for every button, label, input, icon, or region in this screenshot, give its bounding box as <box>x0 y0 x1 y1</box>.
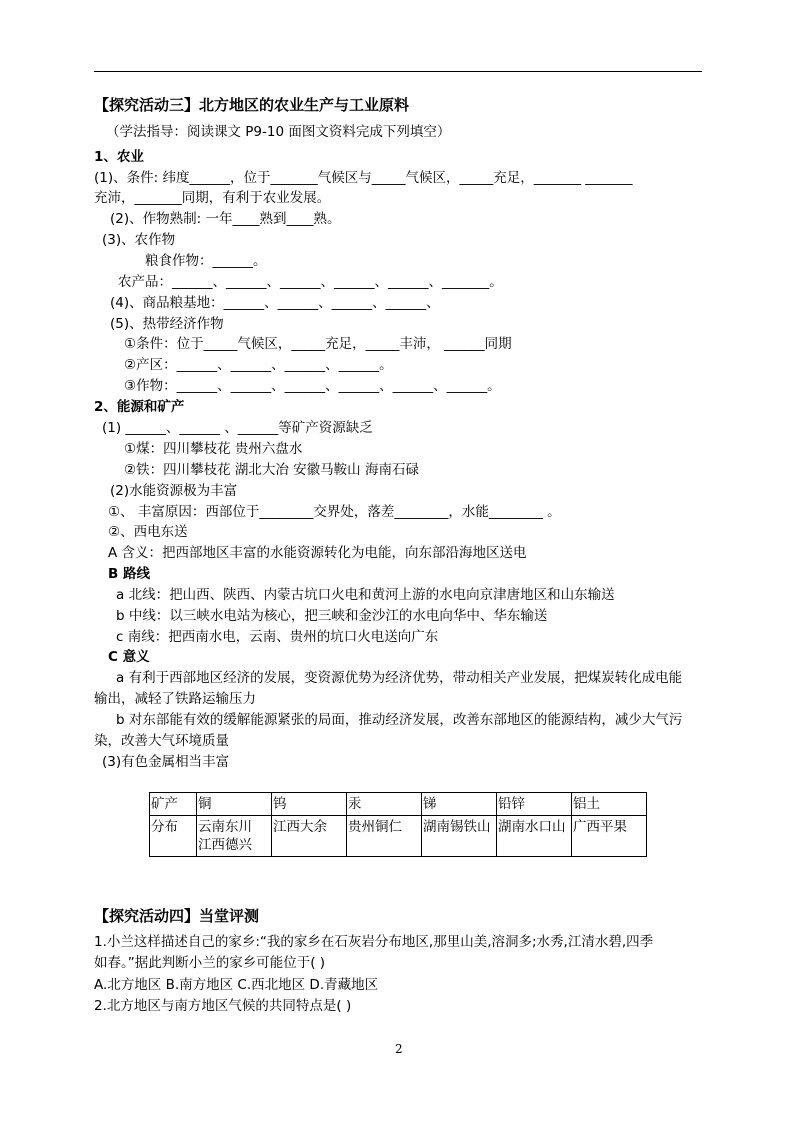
item-significance-b: b 对东部能有效的缓解能源紧张的局面，推动经济发展，改善东部地区的能源结构，减少大气污 <box>116 712 683 728</box>
section-heading-3: 【探究活动三】北方地区的农业生产与工业原料 <box>94 96 410 114</box>
section-heading-4: 【探究活动四】当堂评测 <box>94 907 260 925</box>
table-cell-line: 江西德兴 <box>198 837 252 853</box>
header-rule <box>94 71 702 72</box>
table-cell <box>572 816 647 857</box>
table-header-cell: 汞 <box>347 793 422 816</box>
table-header-cell: 矿产 <box>150 793 197 816</box>
item-middle-route: b 中线：以三峡水电站为核心，把三峡和金沙江的水电向华中、华东输送 <box>116 608 548 624</box>
table-cell-line: 湖南锡铁山 <box>423 819 491 835</box>
table-header-row <box>150 793 647 816</box>
question-2: 2.北方地区与南方地区气候的共同特点是( ) <box>94 998 352 1014</box>
table-row <box>150 816 647 857</box>
item-significance-a-cont: 输出，减轻了铁路运输压力 <box>94 691 256 707</box>
page-number: 2 <box>395 1042 403 1056</box>
item-lacking-minerals: (1) ______、______ 、______等矿产资源缺乏 <box>102 420 373 436</box>
item-coal: ①煤：四川攀枝花 贵州六盘水 <box>124 441 303 457</box>
table-cell-line: 湖南水口山 <box>498 819 566 835</box>
item-agriculture: 1、农业 <box>94 149 144 165</box>
item-tropical-conditions: ①条件：位于_____气候区，_____充足，_____丰沛， ______同期 <box>124 336 512 352</box>
item-iron: ②铁：四川攀枝花 湖北大冶 安徽马鞍山 海南石碌 <box>124 462 419 478</box>
table-cell-line: 云南东川 <box>198 819 252 835</box>
item-north-route: a 北线：把山西、陕西、内蒙古坑口火电和黄河上游的水电向京津唐地区和山东输送 <box>116 587 615 603</box>
item-meaning-a: A 含义：把西部地区丰富的水能资源转化为电能，向东部沿海地区送电 <box>108 545 527 561</box>
table-cell-line: 贵州铜仁 <box>348 819 402 835</box>
item-conditions: (1)、条件: 纬度______，位于_______气候区与_____气候区，_____充足，_______ _______ <box>94 170 633 186</box>
item-grain-crops: 粮食作物：______。 <box>145 253 267 269</box>
table-header-cell: 锑 <box>422 793 497 816</box>
item-tropical-list: ③作物：______、______、______、______、______、______。 <box>124 378 501 394</box>
table-cell <box>197 816 272 857</box>
table-cell-line: 广西平果 <box>573 819 627 835</box>
table-row-label: 分布 <box>150 816 197 857</box>
table-header-cell: 铝土 <box>572 793 647 816</box>
table-header-cell: 铜 <box>197 793 272 816</box>
item-tropical-crops: (5)、热带经济作物 <box>110 316 224 332</box>
table-header-cell: 铅锌 <box>497 793 572 816</box>
item-significance-b-cont: 染，改善大气环境质量 <box>94 733 229 749</box>
item-routes: B 路线 <box>108 566 150 582</box>
item-west-east-power: ②、西电东送 <box>108 524 188 540</box>
table-cell-line: 江西大余 <box>273 819 327 835</box>
item-nonferrous: (3)有色金属相当丰富 <box>102 754 230 770</box>
item-significance: C 意义 <box>108 649 150 665</box>
table-cell <box>347 816 422 857</box>
minerals-table <box>149 792 647 857</box>
item-hydro-reason: ①、 丰富原因：西部位于________交界处，落差________，水能________ 。 <box>108 504 561 520</box>
item-hydropower: (2)水能资源极为丰富 <box>110 483 238 499</box>
question-1: 1.小兰这样描述自己的家乡:“我的家乡在石灰岩分布地区,那里山美,溶洞多;水秀,江清水碧,四季 <box>94 934 654 950</box>
item-crops: (3)、农作物 <box>102 232 176 248</box>
table-header-cell: 钨 <box>272 793 347 816</box>
item-crop-cycle: (2)、作物熟制: 一年____熟到____熟。 <box>110 211 341 227</box>
item-conditions-cont: 充沛，_______同期，有利于农业发展。 <box>94 190 331 206</box>
study-guide: （学法指导：阅读课文 P9-10 面图文资料完成下列填空） <box>106 124 451 140</box>
item-produce: 农产品：______、______、______、______、______、_______。 <box>118 274 503 290</box>
item-tropical-regions: ②产区：______、______、______、______。 <box>124 357 393 373</box>
question-1-cont: 如春。”据此判断小兰的家乡可能位于( ) <box>94 955 326 971</box>
question-1-options: A.北方地区 B.南方地区 C.西北地区 D.青藏地区 <box>94 977 379 993</box>
table-cell <box>497 816 572 857</box>
item-significance-a: a 有利于西部地区经济的发展，变资源优势为经济优势，带动相关产业发展，把煤炭转化成电能 <box>116 670 683 686</box>
table-cell <box>272 816 347 857</box>
table-cell <box>422 816 497 857</box>
item-energy-minerals: 2、能源和矿产 <box>94 399 185 415</box>
item-south-route: c 南线：把西南水电，云南、贵州的坑口火电送向广东 <box>116 629 439 645</box>
item-grain-base: (4)、商品粮基地：______、______、______、______、 <box>110 295 440 311</box>
